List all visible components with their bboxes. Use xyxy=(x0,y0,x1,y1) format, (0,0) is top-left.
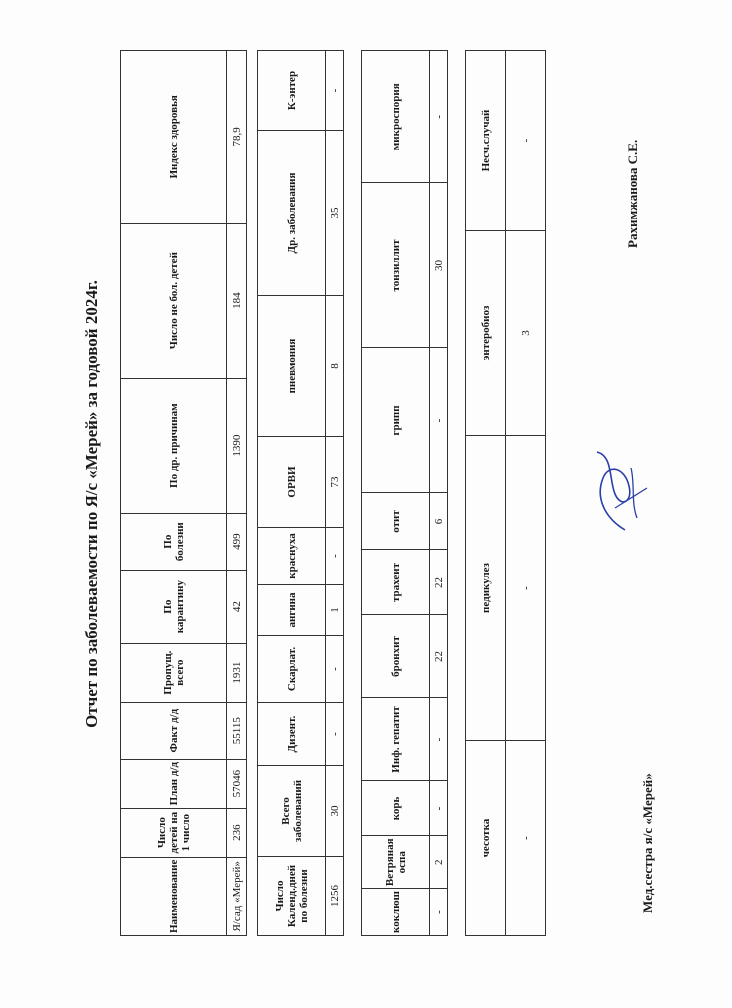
table-header-row xyxy=(466,51,506,936)
table-cell: - xyxy=(326,703,344,766)
table-header-cell: Инф. гепатит xyxy=(362,698,430,781)
table-header-row xyxy=(121,51,227,936)
table-cell: - xyxy=(430,51,448,183)
table-cell: 22 xyxy=(430,615,448,698)
table-cell: 6 xyxy=(430,493,448,550)
table-header-cell: Число не бол. детей xyxy=(121,223,227,378)
table-header-cell: пневмония xyxy=(258,296,326,437)
table-header-cell: тонзиллит xyxy=(362,183,430,348)
table-cell: 184 xyxy=(227,223,247,378)
table-header-cell: Индекс здоровья xyxy=(121,51,227,224)
table-cell: - xyxy=(326,636,344,703)
table-cell: - xyxy=(430,348,448,493)
table-cell: - xyxy=(430,698,448,781)
table-cell: - xyxy=(506,436,546,741)
table-cell: 42 xyxy=(227,570,247,643)
table-cell: 3 xyxy=(506,231,546,436)
table-header-cell: Дизент. xyxy=(258,703,326,766)
table-header-cell: чесотка xyxy=(466,741,506,936)
table-header-row xyxy=(258,51,326,936)
table-header-cell: Факт д/д xyxy=(121,702,227,759)
table-header-cell: Пропущ. всего xyxy=(121,643,227,702)
table-header-row xyxy=(362,51,430,936)
table-header-cell: Всего заболеваний xyxy=(258,766,326,857)
table-header-cell: энтеробиоз xyxy=(466,231,506,436)
table-cell: 22 xyxy=(430,550,448,615)
table-header-cell: бронхит xyxy=(362,615,430,698)
table-header-cell: Число детей на 1 число xyxy=(121,808,227,857)
table-cell: 8 xyxy=(326,296,344,437)
table-header-cell: Др. заболевания xyxy=(258,131,326,296)
table-cell: 30 xyxy=(326,766,344,857)
table-cell: - xyxy=(506,741,546,936)
table-cell: - xyxy=(326,51,344,131)
table-row xyxy=(506,51,546,936)
table-header-cell: Ветряная оспа xyxy=(362,836,430,889)
table-cell: 55115 xyxy=(227,702,247,759)
table-cell: 1256 xyxy=(326,857,344,936)
table-diseases-2 xyxy=(361,50,448,936)
table-cell: - xyxy=(326,528,344,585)
table-cell: 2 xyxy=(430,836,448,889)
table-row xyxy=(227,51,247,936)
table-attendance xyxy=(120,50,247,936)
table-cell: 30 xyxy=(430,183,448,348)
table-header-cell: Скарлат. xyxy=(258,636,326,703)
table-header-cell: коклюш xyxy=(362,889,430,936)
table-row xyxy=(326,51,344,936)
table-cell: - xyxy=(506,51,546,231)
table-header-cell: грипп xyxy=(362,348,430,493)
table-header-cell: трахеит xyxy=(362,550,430,615)
table-header-cell: Число Календ.дней по болезни xyxy=(258,857,326,936)
table-header-cell: краснуха xyxy=(258,528,326,585)
table-header-cell: Несч.случай xyxy=(466,51,506,231)
table-header-cell: План д/д xyxy=(121,759,227,808)
handwritten-signature xyxy=(585,448,655,538)
table-cell: 499 xyxy=(227,513,247,570)
table-cell: 1931 xyxy=(227,643,247,702)
table-header-cell: По карантину xyxy=(121,570,227,643)
signatory-name: Рахимжанова С.Е. xyxy=(625,139,640,248)
table-header-cell: корь xyxy=(362,781,430,836)
table-header-cell: ангина xyxy=(258,585,326,636)
report-title: Отчет по заболеваемости по Я/с «Мерей» за годовой 2024г. xyxy=(82,280,101,728)
table-header-cell: К-энтер xyxy=(258,51,326,131)
table-cell: 57046 xyxy=(227,759,247,808)
table-cell: - xyxy=(430,889,448,936)
table-cell: Я/сад «Мерей» xyxy=(227,857,247,935)
table-diseases-3 xyxy=(465,50,546,936)
table-row xyxy=(430,51,448,936)
table-cell: 35 xyxy=(326,131,344,296)
table-header-cell: отит xyxy=(362,493,430,550)
signatory-position: Мед.сестра я/с «Мерей» xyxy=(640,773,655,913)
table-header-cell: Наименование xyxy=(121,857,227,935)
table-header-cell: педикулез xyxy=(466,436,506,741)
table-cell: 1390 xyxy=(227,378,247,513)
table-header-cell: ОРВИ xyxy=(258,437,326,528)
table-header-cell: По болезни xyxy=(121,513,227,570)
table-cell: - xyxy=(430,781,448,836)
table-cell: 73 xyxy=(326,437,344,528)
table-cell: 1 xyxy=(326,585,344,636)
table-diseases-1 xyxy=(257,50,344,936)
table-header-cell: микроспория xyxy=(362,51,430,183)
table-cell: 78,9 xyxy=(227,51,247,224)
table-cell: 236 xyxy=(227,808,247,857)
table-header-cell: По др. причинам xyxy=(121,378,227,513)
